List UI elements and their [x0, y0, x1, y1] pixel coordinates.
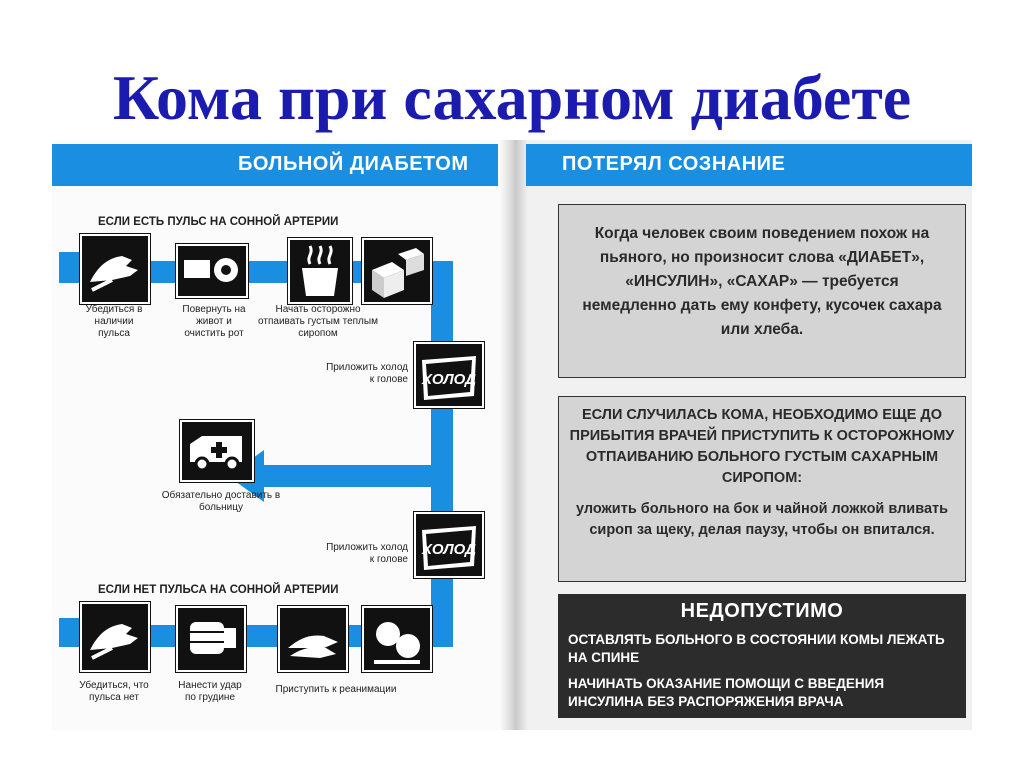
- behavior-info-text: Когда человек своим поведением похож на пьяного, но произносит слова «ДИАБЕТ», «ИНСУЛИН», «САХАР» — требуется немедленно дать ему конфету, кусочек сахара или хлеба.: [582, 225, 942, 338]
- cpr-hands-icon: [278, 606, 348, 672]
- step-label-turn-over: Повернуть на живот и очистить рот: [182, 304, 246, 339]
- rescue-breath-icon: [362, 606, 432, 672]
- coma-instructions-box: [558, 396, 966, 582]
- fist-icon: [176, 606, 246, 672]
- hand-pulse-icon: [80, 234, 150, 304]
- forbidden-box: [558, 594, 966, 718]
- step-label-cpr: Приступить к реанимации: [275, 684, 397, 695]
- cold-pack-icon-2: [414, 512, 484, 578]
- coma-instructions-text: ЕСЛИ СЛУЧИЛАСЬ КОМА, НЕОБХОДИМО ЕЩЕ ДО ПРИБЫТИЯ ВРАЧЕЙ ПРИСТУПИТЬ К ОСТОРОЖНОМУ ОТПАИВАНИЮ БОЛЬНОГО ГУСТЫМ САХАРНЫМ СИРОПОМ:: [569, 407, 955, 486]
- forbidden-item-1: ОСТАВЛЯТЬ БОЛЬНОГО В СОСТОЯНИИ КОМЫ ЛЕЖАТЬ НА СПИНЕ: [568, 632, 945, 665]
- sugar-cubes-icon: [362, 238, 432, 304]
- forbidden-item-2: НАЧИНАТЬ ОКАЗАНИЕ ПОМОЩИ С ВВЕДЕНИЯ ИНСУЛИНА БЕЗ РАСПОРЯЖЕНИЯ ВРАЧА: [568, 676, 885, 709]
- behavior-info-box: [558, 204, 966, 378]
- step-label-strike: Нанести удар по грудине: [178, 680, 242, 703]
- hot-drink-icon: [288, 238, 352, 304]
- cold-step-label-1: Приложить холод к голове: [326, 362, 408, 385]
- pulse-no-caption: ЕСЛИ НЕТ ПУЛЬСА НА СОННОЙ АРТЕРИИ: [98, 584, 339, 596]
- cold-label-2: ХОЛОД: [422, 541, 476, 558]
- left-header: БОЛЬНОЙ ДИАБЕТОМ: [238, 153, 469, 175]
- pulse-yes-caption: ЕСЛИ ЕСТЬ ПУЛЬС НА СОННОЙ АРТЕРИИ: [98, 216, 339, 228]
- cold-pack-icon: [414, 342, 484, 408]
- cold-step-label-2: Приложить холод к голове: [326, 542, 408, 565]
- forbidden-title: НЕДОПУСТИМО: [680, 600, 844, 622]
- step-label-give-syrup: Начать осторожно отпаивать густым теплым сиропом: [258, 304, 378, 339]
- brochure-spread: [52, 140, 972, 730]
- hand-pulse-icon-2: [80, 602, 150, 672]
- step-label-check-pulse: Убедиться в наличии пульса: [85, 304, 143, 339]
- ambulance-icon: [180, 420, 254, 482]
- syrup-instructions-text: уложить больного на бок и чайной ложкой вливать сироп за щеку, делая паузу, чтобы он впитался.: [575, 501, 949, 538]
- cold-label: ХОЛОД: [422, 371, 476, 388]
- slide-title: Кома при сахарном диабете: [112, 62, 912, 133]
- turn-clean-mouth-icon: [176, 244, 248, 298]
- hospital-step-label: Обязательно доставить в больницу: [161, 490, 281, 513]
- step-label-no-pulse: Убедиться, что пульса нет: [79, 680, 149, 703]
- right-header: ПОТЕРЯЛ СОЗНАНИЕ: [562, 153, 786, 175]
